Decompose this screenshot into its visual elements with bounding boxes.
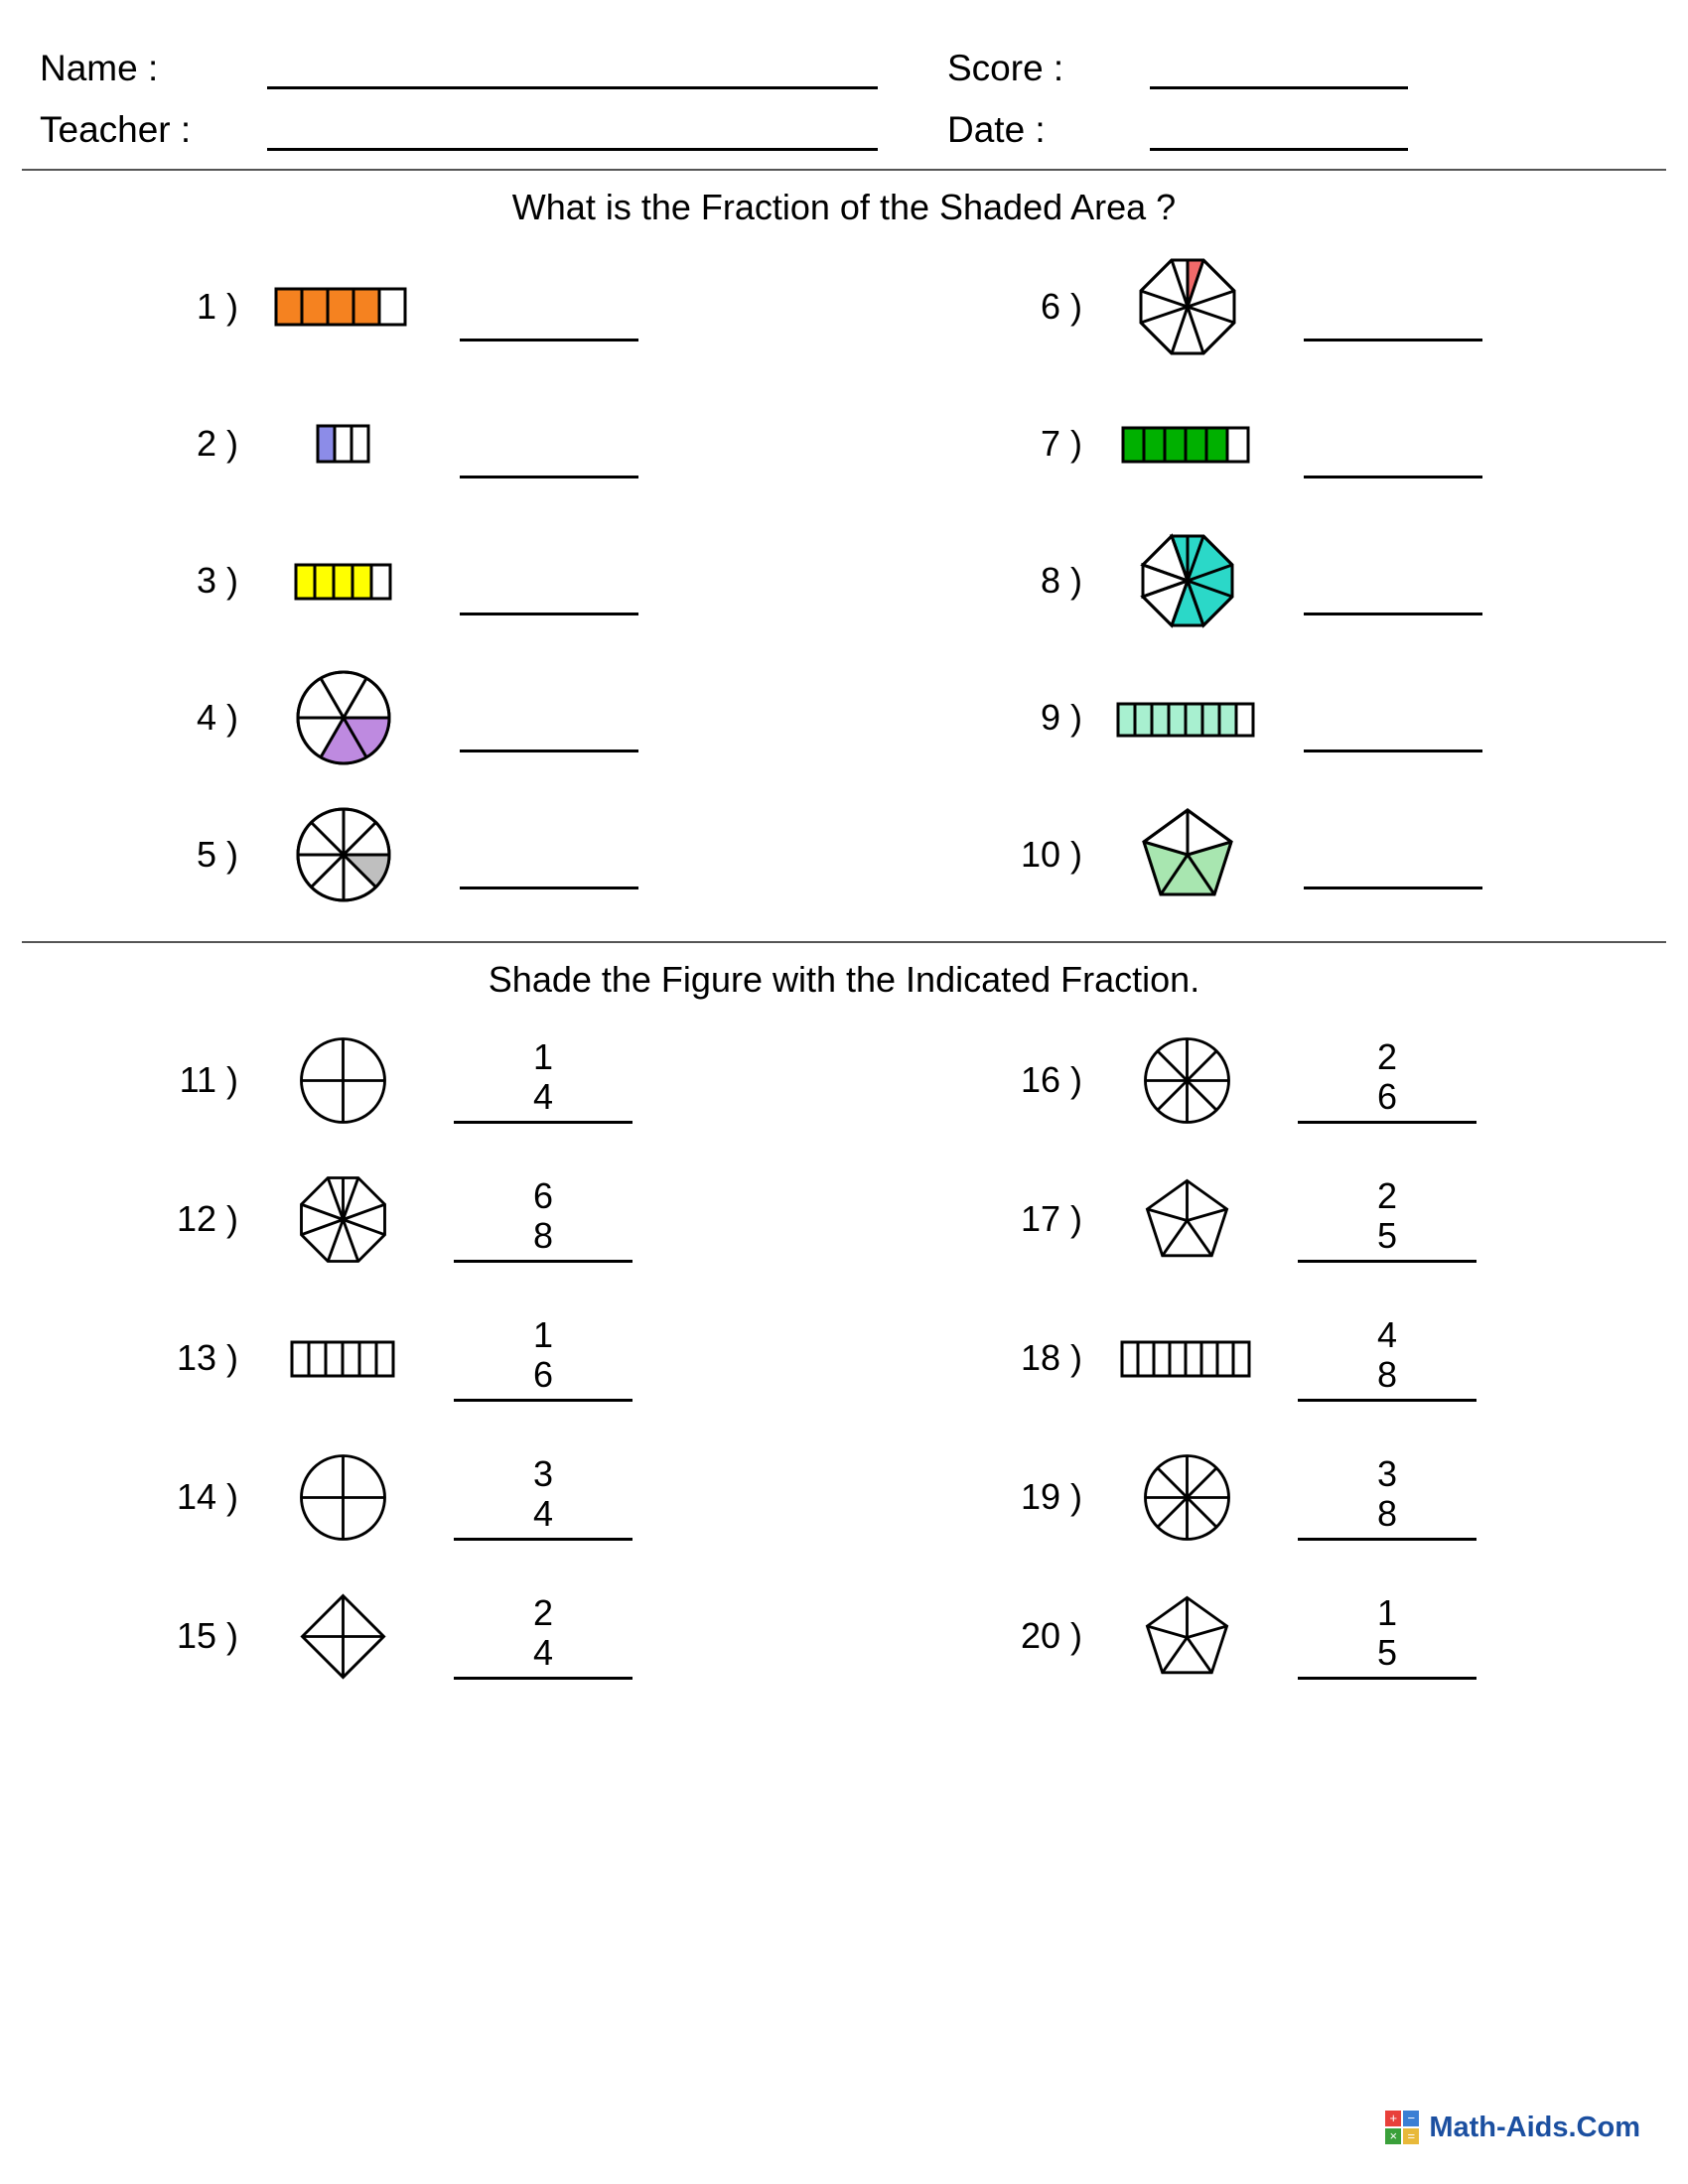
score-label: Score : (947, 48, 1064, 88)
problem-number: 17 ) (1020, 1198, 1082, 1239)
brand-label: Math-Aids.Com (1429, 2111, 1640, 2143)
problem-number: 16 ) (1020, 1059, 1082, 1100)
problem-13 (0, 1289, 844, 1428)
problem-18 (844, 1289, 1688, 1428)
divider-top (22, 169, 1666, 171)
problem-14 (0, 1428, 844, 1567)
figure-circle-8[interactable] (1100, 1028, 1274, 1133)
problem-number: 10 ) (1020, 834, 1082, 875)
fraction-answer (454, 1176, 633, 1263)
footer-branding[interactable] (1385, 2111, 1640, 2144)
fraction-answer (1298, 1176, 1477, 1263)
logo-cell-times: × (1385, 2128, 1401, 2144)
figure-circle-8[interactable] (1100, 1445, 1274, 1550)
name-label: Name : (40, 48, 159, 88)
fraction-numerator: 1 (532, 1313, 554, 1355)
score-input[interactable] (1150, 43, 1408, 89)
figure-circle-4[interactable] (256, 1028, 430, 1133)
logo-cell-equals: = (1403, 2128, 1419, 2144)
figure-octagon-8[interactable] (256, 1167, 430, 1272)
figure-bar-8[interactable] (1100, 1328, 1274, 1388)
problem-15 (0, 1567, 844, 1706)
logo-cell-minus: − (1403, 2111, 1419, 2126)
figure-octagon-8-5-teal (1100, 526, 1274, 635)
logo-cell-plus: + (1385, 2111, 1401, 2126)
header-row-name (40, 28, 1648, 89)
figure-bar-8-7-mint (1100, 688, 1274, 748)
fraction-numerator: 1 (532, 1035, 554, 1077)
fraction-denominator: 4 (532, 1492, 554, 1534)
problem-number: 9 ) (1040, 697, 1082, 738)
problem-number: 6 ) (1040, 286, 1082, 327)
answer-blank[interactable] (460, 684, 638, 752)
fraction-answer (454, 1315, 633, 1402)
problem-number: 1 ) (196, 286, 238, 327)
math-aids-logo-icon (1385, 2111, 1419, 2144)
problem-20 (844, 1567, 1688, 1706)
figure-circle-4[interactable] (256, 1445, 430, 1550)
problem-4 (0, 649, 844, 786)
problem-number: 2 ) (196, 423, 238, 464)
divider-middle (22, 941, 1666, 943)
answer-blank[interactable] (460, 273, 638, 341)
fraction-numerator: 2 (1376, 1174, 1398, 1216)
answer-blank[interactable] (1304, 410, 1482, 478)
fraction-denominator: 5 (1376, 1631, 1398, 1673)
fraction-denominator: 8 (532, 1214, 554, 1256)
fraction-numerator: 3 (532, 1452, 554, 1494)
worksheet-header (0, 0, 1688, 151)
problem-10 (844, 786, 1688, 923)
teacher-label: Teacher : (40, 109, 192, 150)
problem-2 (0, 375, 844, 512)
figure-pentagon-5[interactable] (1100, 1584, 1274, 1689)
figure-octagon-8-1-red (1100, 252, 1274, 361)
figure-bar-5-4-orange (256, 277, 430, 337)
figure-circle-6-2-purple (256, 663, 430, 772)
answer-blank[interactable] (1304, 547, 1482, 615)
section1-title: What is the Fraction of the Shaded Area ? (511, 187, 1177, 227)
name-input[interactable] (267, 43, 878, 89)
fraction-answer (454, 1037, 633, 1124)
fraction-numerator: 3 (1376, 1452, 1398, 1494)
figure-circle-8-1-gray (256, 800, 430, 909)
problem-number: 18 ) (1020, 1337, 1082, 1378)
fraction-denominator: 8 (1376, 1353, 1398, 1395)
problem-9 (844, 649, 1688, 786)
problem-number: 12 ) (176, 1198, 238, 1239)
fraction-numerator: 6 (532, 1174, 554, 1216)
problem-12 (0, 1150, 844, 1289)
problem-number: 19 ) (1020, 1476, 1082, 1517)
problem-number: 11 ) (179, 1059, 238, 1100)
header-row-teacher (40, 89, 1648, 151)
problem-17 (844, 1150, 1688, 1289)
figure-pentagon-5-3-green (1100, 800, 1274, 909)
problem-number: 4 ) (196, 697, 238, 738)
problem-number: 13 ) (176, 1337, 238, 1378)
figure-bar-3-1-blue (256, 414, 430, 474)
fraction-denominator: 8 (1376, 1492, 1398, 1534)
problem-number: 15 ) (176, 1615, 238, 1656)
fraction-answer (1298, 1593, 1477, 1680)
answer-blank[interactable] (1304, 273, 1482, 341)
figure-bar-6-5-green (1100, 414, 1274, 474)
date-input[interactable] (1150, 104, 1408, 151)
problem-11 (0, 1011, 844, 1150)
fraction-denominator: 4 (532, 1075, 554, 1117)
figure-bar-5-4-yellow (256, 551, 430, 611)
problem-number: 5 ) (196, 834, 238, 875)
problem-3 (0, 512, 844, 649)
answer-blank[interactable] (460, 821, 638, 889)
problem-number: 20 ) (1020, 1615, 1082, 1656)
fraction-denominator: 5 (1376, 1214, 1398, 1256)
date-label: Date : (947, 109, 1046, 150)
fraction-numerator: 1 (1376, 1591, 1398, 1633)
teacher-input[interactable] (267, 104, 878, 151)
figure-bar-6[interactable] (256, 1328, 430, 1388)
fraction-answer (454, 1454, 633, 1541)
fraction-numerator: 2 (532, 1591, 554, 1633)
fraction-denominator: 4 (532, 1631, 554, 1673)
problem-8 (844, 512, 1688, 649)
figure-diamond-4[interactable] (256, 1584, 430, 1689)
problem-number: 7 ) (1040, 423, 1082, 464)
section2-title: Shade the Figure with the Indicated Fraction. (488, 959, 1200, 1000)
section2-grid (0, 1011, 1688, 1706)
fraction-numerator: 4 (1376, 1313, 1398, 1355)
problem-5 (0, 786, 844, 923)
fraction-answer (1298, 1454, 1477, 1541)
fraction-answer (454, 1593, 633, 1680)
problem-number: 3 ) (196, 560, 238, 601)
problem-7 (844, 375, 1688, 512)
fraction-answer (1298, 1037, 1477, 1124)
problem-16 (844, 1011, 1688, 1150)
fraction-numerator: 2 (1376, 1035, 1398, 1077)
problem-6 (844, 238, 1688, 375)
fraction-answer (1298, 1315, 1477, 1402)
answer-blank[interactable] (460, 410, 638, 478)
answer-blank[interactable] (1304, 821, 1482, 889)
problem-1 (0, 238, 844, 375)
problem-19 (844, 1428, 1688, 1567)
problem-number: 8 ) (1040, 560, 1082, 601)
answer-blank[interactable] (1304, 684, 1482, 752)
fraction-denominator: 6 (532, 1353, 554, 1395)
fraction-denominator: 6 (1376, 1075, 1398, 1117)
section1-grid (0, 238, 1688, 923)
answer-blank[interactable] (460, 547, 638, 615)
problem-number: 14 ) (176, 1476, 238, 1517)
figure-pentagon-5[interactable] (1100, 1167, 1274, 1272)
